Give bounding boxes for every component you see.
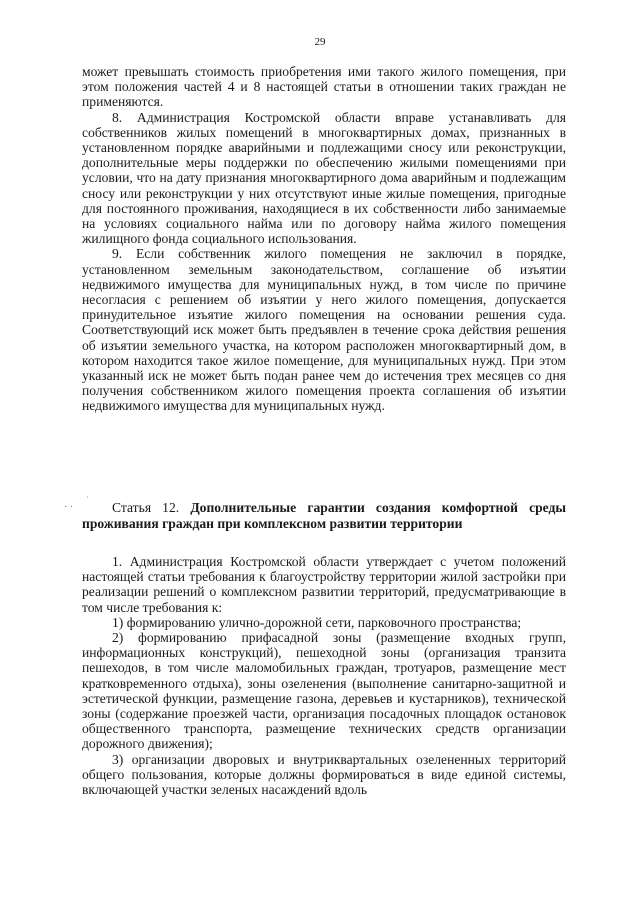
article-label: Статья 12. <box>112 500 180 515</box>
scan-artifact-mark: · · <box>64 502 74 513</box>
paragraph-item-1: 1. Администрация Костромской области утверждает с учетом положений настоящей статьи требования к благоустройству территории жилой застройки при реализации решений о комплексном развитии территорий, предусматривающие в том числе требования к: <box>82 554 566 615</box>
article-heading-block <box>82 500 566 531</box>
scan-artifact-mark: · <box>86 493 89 502</box>
paragraph-item-9: 9. Если собственник жилого помещения не заключил в порядке, установленном земельным законодательством, соглашение об изъятии недвижимого имущества для муниципальных нужд, в том числе по причине несогласия с решением об изъятии у него жилого помещения, допускается принудительное изъятие жилого помещения на основании решения суда. Соответствующий иск может быть предъявлен в течение срока действия решения об изъятии земельного участка, на котором расположен многоквартирный дом, в котором находится такое жилое помещение, для муниципальных нужд. При этом указанный иск не может быть подан ранее чем до истечения трех месяцев со дня получения собственником жилого помещения проекта соглашения об изъятии недвижимого имущества для муниципальных нужд. <box>82 246 566 414</box>
paragraph-continuation: может превышать стоимость приобретения ими такого жилого помещения, при этом положения частей 4 и 8 настоящей статьи в отношении таких граждан не применяются. <box>82 64 566 110</box>
bottom-text-block <box>82 554 566 797</box>
top-text-block <box>82 64 566 414</box>
list-item-3: 3) организации дворовых и внутриквартальных озелененных территорий общего пользования, которые должны формироваться в виде единой системы, включающей участки зеленых насаждений вдоль <box>82 751 566 798</box>
paragraph-item-8: 8. Администрация Костромской области вправе устанавливать для собственников жилых помещений в многоквартирных домах, признанных в установленном порядке аварийными и подлежащими сносу или реконструкции, дополнительные меры поддержки по обеспечению жилыми помещениями при условии, что на дату признания многоквартирного дома аварийным и подлежащим сносу или реконструкции у них отсутствуют иные жилые помещения, пригодные для постоянного проживания, находящиеся в их собственности либо занимаемые на условиях социального найма или по договору найма жилого помещения жилищного фонда социального использования. <box>82 109 566 247</box>
list-item-2: 2) формированию прифасадной зоны (размещение входных групп, информационных конструкций), пешеходной зоны (организация транзита пешеходов, в том числе маломобильных граждан, тротуаров, размещение мест кратковременного отдыха), зоны озеленения (выполнение санитарно-защитной и эстетической функции, размещение газона, деревьев и кустарников), технической зоны (содержание проезжей части, организация посадочных площадок остановок общественного транспорта, размещение технических средств организации дорожного движения); <box>82 630 566 752</box>
list-item-1: 1) формированию улично-дорожной сети, парковочного пространства; <box>112 614 522 630</box>
article-title: Дополнительные гарантии создания комфортной среды проживания граждан при комплексном развитии территории <box>82 500 567 531</box>
article-heading <box>82 500 566 531</box>
page-number: 29 <box>314 36 326 48</box>
